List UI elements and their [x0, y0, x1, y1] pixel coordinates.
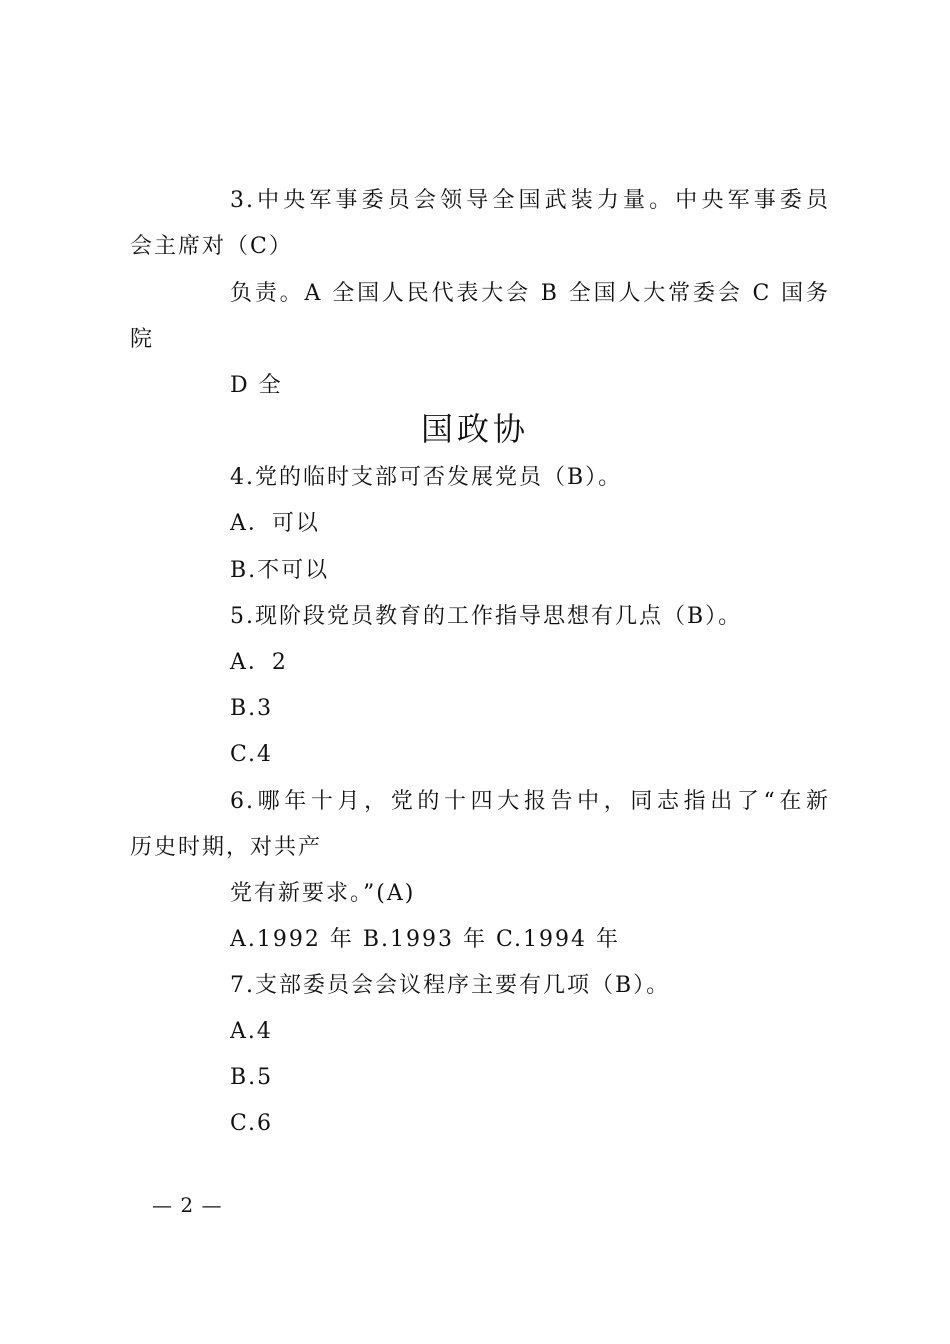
q3-line1: 3.中央军事委员会领导全国武装力量。中央军事委员 — [230, 188, 830, 213]
q5-option-c: C.4 — [230, 742, 274, 767]
q5-option-b: B.3 — [230, 696, 274, 721]
q3-line2: 会主席对（C） — [130, 234, 293, 259]
q4-question: 4.党的临时支部可否发展党员（B）。 — [230, 465, 623, 490]
q5-question: 5.现阶段党员教育的工作指导思想有几点（B）。 — [230, 604, 743, 629]
page-number: — 2 — — [152, 1193, 223, 1217]
q4-option-b: B.不可以 — [230, 558, 330, 583]
q6-line2: 历史时期，对共产 — [130, 835, 323, 860]
q7-option-b: B.5 — [230, 1065, 274, 1090]
q7-option-c: C.6 — [230, 1111, 274, 1136]
q6-line1: 6.哪年十月，党的十四大报告中，同志指出了“在新 — [230, 789, 830, 814]
q3-line5: D 全 — [230, 373, 283, 398]
q3-line3: 负责。A 全国人民代表大会 B 全国人大常委会 C 国务 — [230, 281, 830, 306]
q7-question: 7.支部委员会会议程序主要有几项（B）。 — [230, 973, 671, 998]
q3-line4: 院 — [130, 327, 155, 352]
q5-option-a: A．2 — [230, 650, 288, 675]
q7-option-a: A.4 — [230, 1019, 273, 1044]
q6-options: A.1992 年 B.1993 年 C.1994 年 — [230, 927, 621, 952]
section-heading: 国政协 — [420, 410, 529, 448]
q6-line3: 党有新要求。”(A) — [230, 881, 416, 906]
q4-option-a: A．可以 — [230, 511, 320, 536]
